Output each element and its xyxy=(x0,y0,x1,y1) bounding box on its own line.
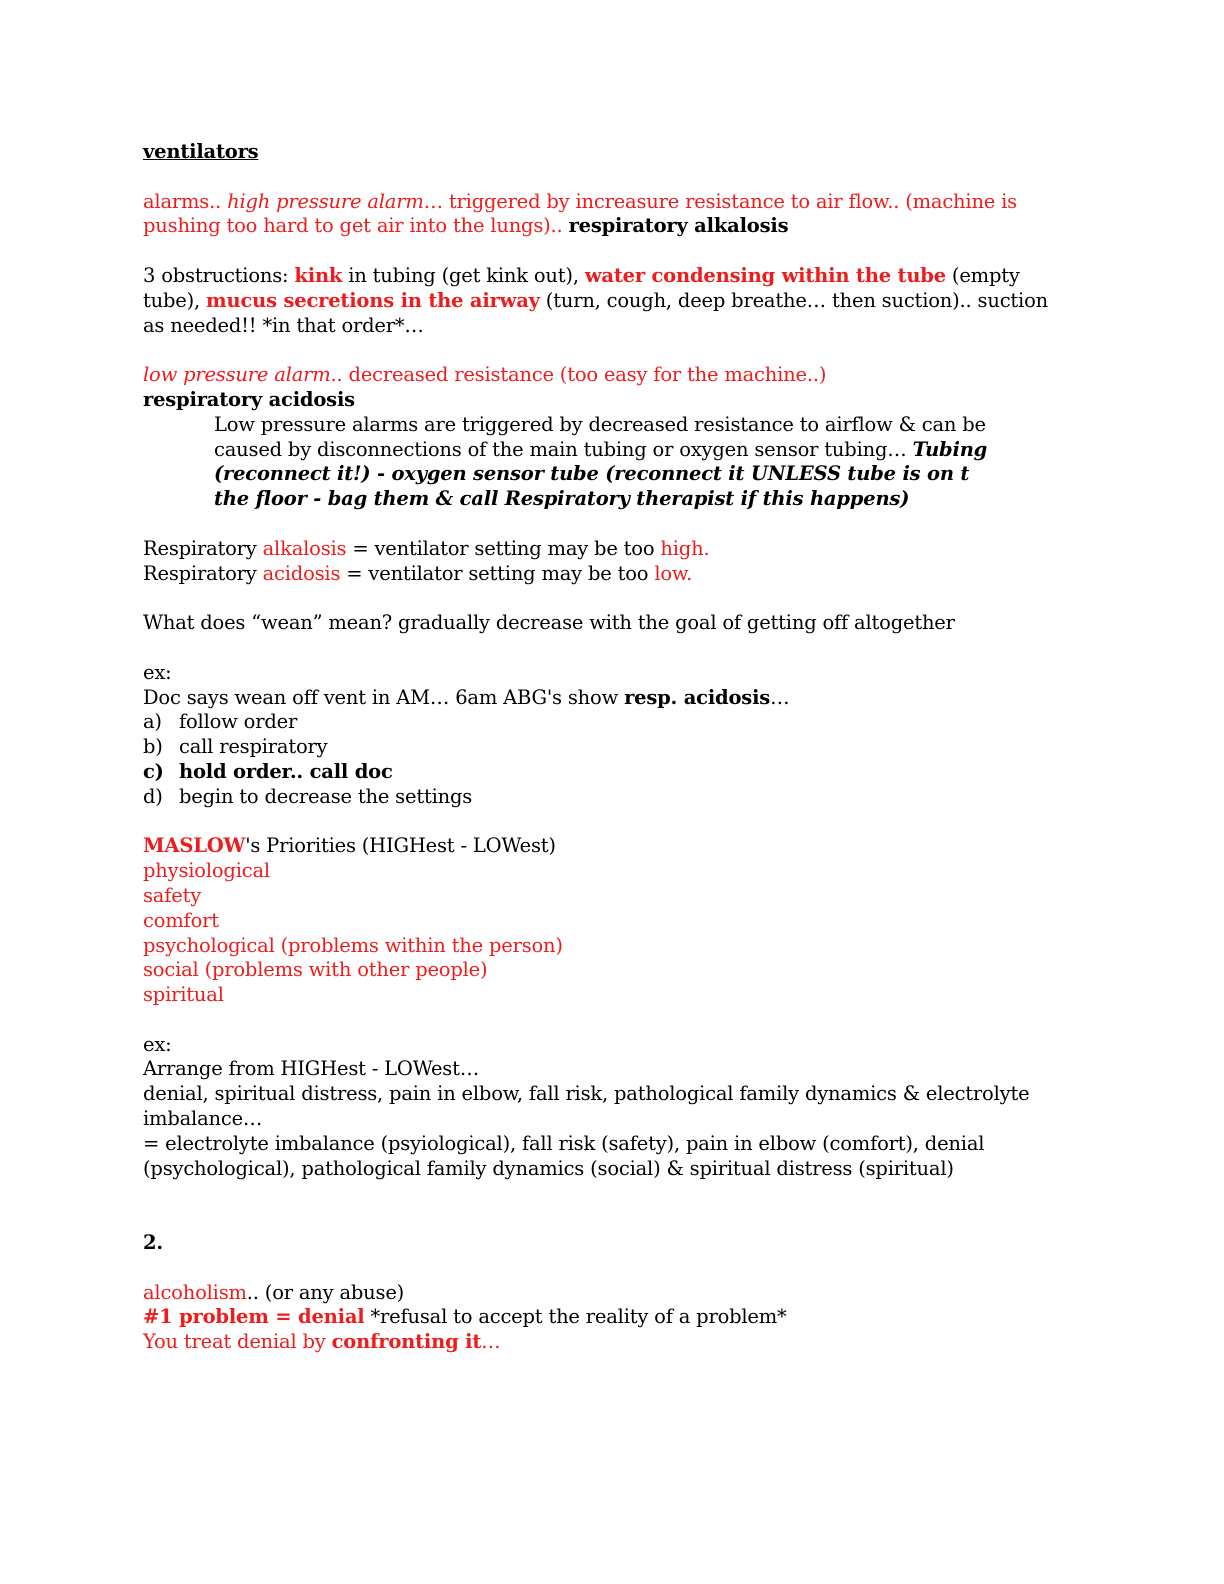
obstructions-line-2 xyxy=(143,289,1083,314)
maslow-item: safety xyxy=(143,883,202,907)
section-title: ventilators xyxy=(143,140,259,163)
obstructions-line-1 xyxy=(143,264,1083,289)
section-number: 2. xyxy=(143,1231,163,1255)
option-marker: c) xyxy=(143,759,164,783)
alarm-description: … triggered by increasure resistance to air flow.. (machine is xyxy=(423,189,1017,213)
low-alarm-description: .. decreased resistance (too easy for the machine..) xyxy=(330,363,827,387)
maslow-word: MASLOW xyxy=(143,834,246,858)
example-question xyxy=(143,686,1083,711)
question-ellipsis: … xyxy=(770,685,790,709)
option-text: hold order.. call doc xyxy=(179,759,393,783)
maslow-item: psychological (problems within the person) xyxy=(143,933,563,957)
maslow-heading xyxy=(143,834,1083,859)
low-alarm-paragraph-3: (reconnect it!) - oxygen sensor tube (reconnect it UNLESS tube is on t xyxy=(214,462,970,486)
option-b xyxy=(143,735,1083,760)
period: . xyxy=(703,536,710,560)
kink-label: kink xyxy=(294,263,343,287)
option-text: follow order xyxy=(179,710,298,734)
alarm-description-cont: pushing too hard to get air into the lungs).. xyxy=(143,214,569,238)
setting-acidosis-line xyxy=(143,562,1083,587)
option-marker: b) xyxy=(143,735,163,759)
low-pressure-alarm-line xyxy=(143,363,1083,388)
confronting-label: confronting it xyxy=(331,1330,482,1354)
wean-question: What does “wean” mean? gradually decrease with the goal of getting off altogether xyxy=(143,611,955,635)
denial-definition: *refusal to accept the reality of a problem* xyxy=(364,1305,787,1329)
alcoholism-word: alcoholism xyxy=(143,1280,247,1304)
arrange-answer-2: (psychological), pathological family dynamics (social) & spiritual distress (spiritual) xyxy=(143,1156,954,1180)
obstructions-text: tube), xyxy=(143,288,207,312)
option-c xyxy=(143,760,1083,785)
resp-acidosis-emphasis: resp. acidosis xyxy=(624,685,771,709)
obstructions-text: (turn, cough, deep breathe… then suction).. suction xyxy=(539,288,1048,312)
arrange-items-1: denial, spiritual distress, pain in elbow, fall risk, pathological family dynamics & electrolyte xyxy=(143,1082,1030,1106)
treat-denial-text: You treat denial by xyxy=(143,1330,332,1354)
setting-text: Respiratory xyxy=(143,536,263,560)
low-word: low xyxy=(654,561,687,585)
resp-alkalosis-label: respiratory alkalosis xyxy=(568,214,789,238)
question-text: Doc says wean off vent in AM… 6am ABG's show xyxy=(143,685,625,709)
ellipsis: … xyxy=(481,1330,501,1354)
high-pressure-alarm-line-2 xyxy=(143,214,1083,239)
treat-denial-line xyxy=(143,1330,1083,1355)
maslow-item: comfort xyxy=(143,908,219,932)
high-pressure-alarm-line-1 xyxy=(143,190,1083,215)
option-a xyxy=(143,710,1083,735)
example-label: ex: xyxy=(143,1032,172,1056)
alarm-text: alarms.. xyxy=(143,189,228,213)
denial-problem-label: #1 problem = denial xyxy=(143,1305,365,1329)
alcoholism-text: .. (or any abuse) xyxy=(246,1280,405,1304)
maslow-item: physiological xyxy=(143,859,270,883)
page-content xyxy=(143,140,1083,1355)
high-pressure-alarm-label: high pressure alarm xyxy=(227,189,424,213)
setting-text: Respiratory xyxy=(143,561,263,585)
setting-alkalosis-line xyxy=(143,537,1083,562)
arrange-instruction: Arrange from HIGHest - LOWest… xyxy=(143,1057,480,1081)
option-text: call respiratory xyxy=(179,735,328,759)
arrange-items-2: imbalance… xyxy=(143,1107,263,1131)
high-word: high xyxy=(660,536,704,560)
low-alarm-paragraph-2 xyxy=(143,438,1083,463)
water-condensing-label: water condensing within the tube xyxy=(584,263,946,287)
obstructions-text: (empty xyxy=(945,263,1020,287)
setting-text: = ventilator setting may be too xyxy=(346,536,661,560)
low-alarm-paragraph-4: the floor - bag them & call Respiratory therapist if this happens) xyxy=(214,487,910,511)
mucus-secretions-label: mucus secretions in the airway xyxy=(206,288,540,312)
obstructions-text: in tubing (get kink out), xyxy=(342,263,585,287)
maslow-item: social (problems with other people) xyxy=(143,958,488,982)
option-marker: a) xyxy=(143,710,162,734)
alcoholism-line xyxy=(143,1281,1083,1306)
denial-problem-line xyxy=(143,1305,1083,1330)
example-label: ex: xyxy=(143,660,172,684)
resp-acidosis-heading: respiratory acidosis xyxy=(143,387,355,411)
low-pressure-alarm-label: low pressure alarm xyxy=(143,363,331,387)
obstructions-text: 3 obstructions: xyxy=(143,263,295,287)
acidosis-word: acidosis xyxy=(262,561,341,585)
period: . xyxy=(686,561,693,585)
obstructions-line-3: as needed!! *in that order*… xyxy=(143,313,424,337)
tubing-label: Tubing xyxy=(912,437,988,461)
alkalosis-word: alkalosis xyxy=(262,536,347,560)
maslow-heading-text: 's Priorities (HIGHest - LOWest) xyxy=(245,834,556,858)
setting-text: = ventilator setting may be too xyxy=(340,561,655,585)
low-alarm-paragraph-1: Low pressure alarms are triggered by decreased resistance to airflow & can be xyxy=(214,412,986,436)
option-d xyxy=(143,785,1083,810)
maslow-item: spiritual xyxy=(143,983,224,1007)
option-text: begin to decrease the settings xyxy=(179,784,473,808)
option-marker: d) xyxy=(143,784,163,808)
arrange-answer-1: = electrolyte imbalance (psyiological), fall risk (safety), pain in elbow (comfort), denial xyxy=(143,1131,985,1155)
low-alarm-text: caused by disconnections of the main tubing or oxygen sensor tubing… xyxy=(214,437,913,461)
